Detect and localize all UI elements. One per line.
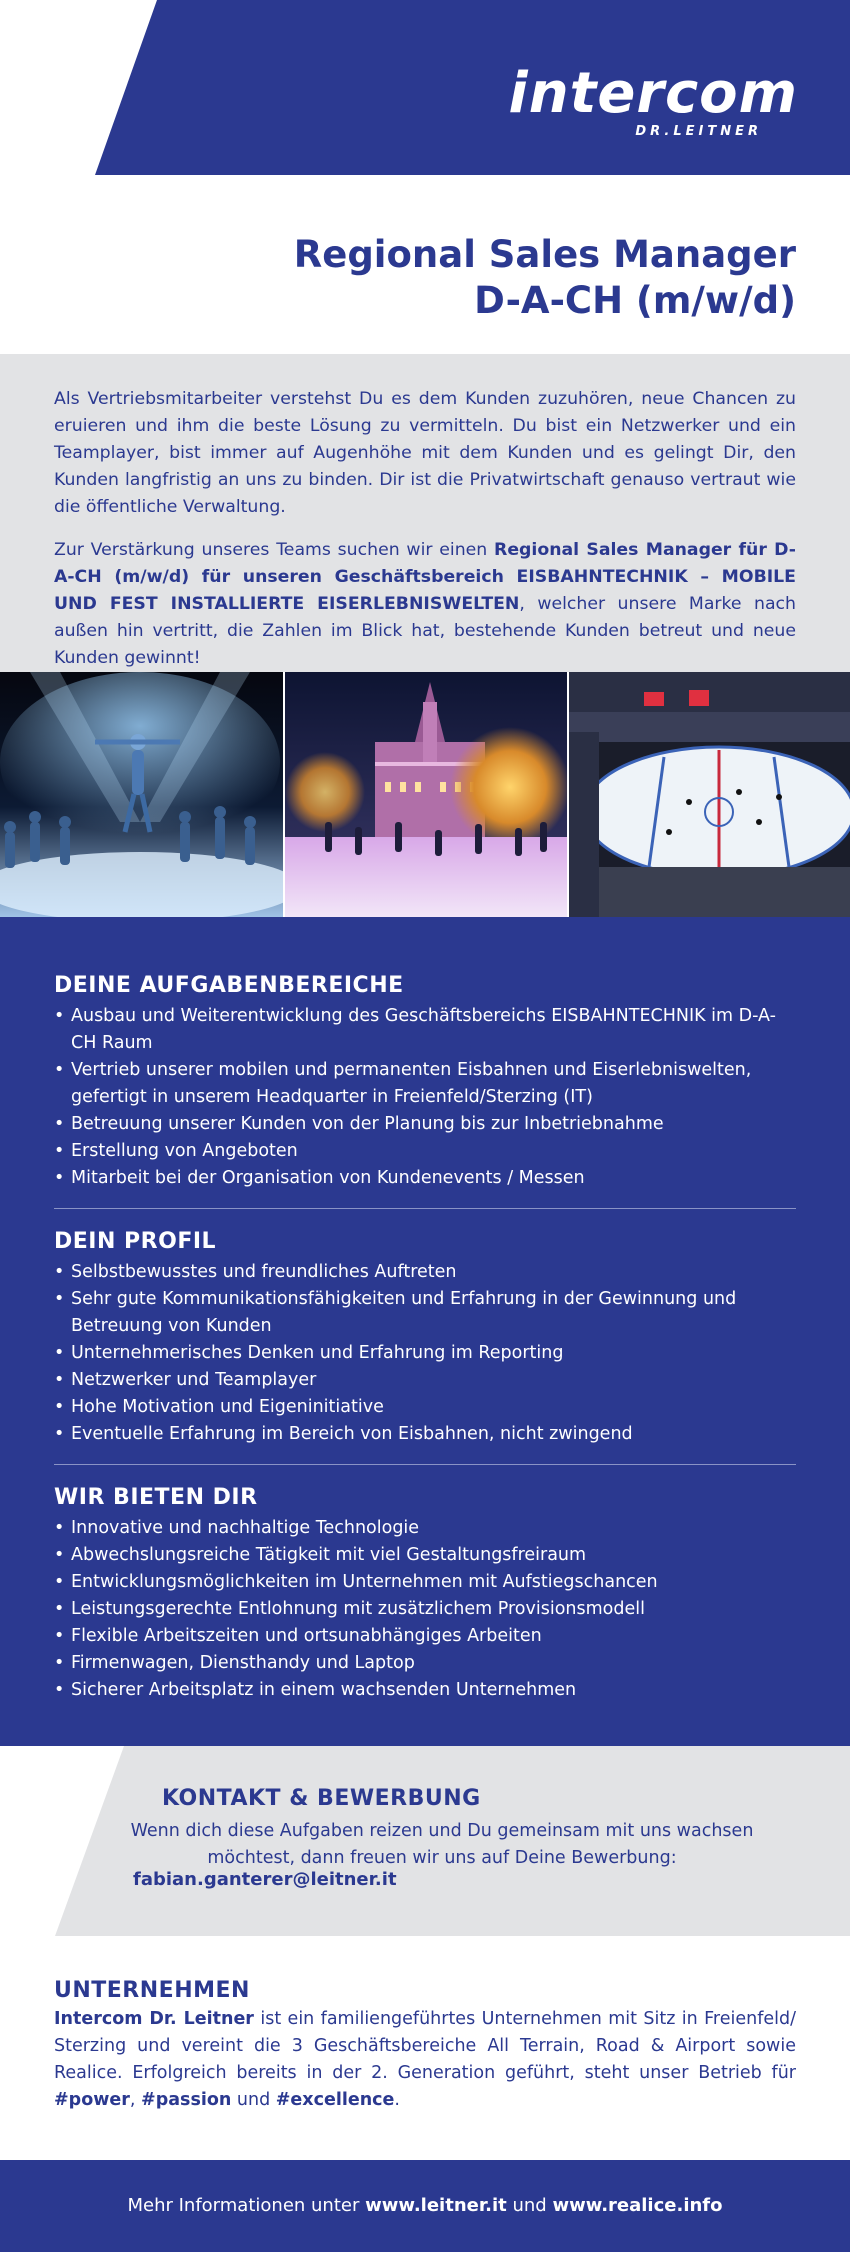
- separator: und: [231, 2090, 276, 2110]
- hashtag-power: #power: [54, 2090, 130, 2110]
- list-item: • Ausbau und Weiterentwicklung des Geschäftsbereichs EISBAHNTECHNIK im D-A-CH Raum: [54, 1003, 796, 1057]
- list-item: • Erstellung von Angeboten: [54, 1138, 796, 1165]
- page-title-line1: Regional Sales Manager: [293, 233, 796, 276]
- profile-title: DEIN PROFIL: [54, 1229, 217, 1254]
- divider: [54, 1208, 796, 1209]
- intro-p2-end: , welcher unsere Marke nach außen hin vertritt, die Zahlen im Blick hat, bestehende Kunden betreut und neue Kunden gewinnt!: [54, 594, 796, 668]
- list-item: • Sehr gute Kommunikationsfähigkeiten und Erfahrung in der Gewinnung und Betreuung von Kunden: [54, 1286, 796, 1340]
- profile-list: [54, 1259, 796, 1448]
- company-name: Intercom Dr. Leitner: [54, 2009, 254, 2029]
- intro-p2-start: Zur Verstärkung unseres Teams suchen wir einen: [54, 540, 495, 560]
- page-title-line2: D-A-CH (m/w/d): [474, 279, 796, 322]
- contact-email-link[interactable]: fabian.ganterer@leitner.it: [133, 1869, 397, 1890]
- separator: ,: [129, 2090, 142, 2110]
- contact-title: KONTAKT & BEWERBUNG: [162, 1786, 481, 1811]
- requirements-section: [0, 917, 850, 1746]
- intro-paragraph-1: Als Vertriebsmitarbeiter verstehst Du es dem Kunden zuzuhören, neue Chancen zu eruieren und ihm die beste Lösung zu vermitteln. Du bist ein Netzwerker und ein Teamplayer, bist immer auf Augenhöhe mit dem Kunden und es gelingt Dir, den Kunden langfristig an uns zu binden. Dir ist die Privatwirtschaft genauso vertraut wie die öffentliche Verwaltung.: [54, 389, 796, 517]
- contact-text: Wenn dich diese Aufgaben reizen und Du gemeinsam mit uns wachsen möchtest, dann freuen wir uns auf Deine Bewerbung:: [130, 1821, 754, 1868]
- company-section: [54, 1976, 796, 2114]
- list-item: • Hohe Motivation und Eigeninitiative: [54, 1394, 796, 1421]
- list-item: • Selbstbewusstes und freundliches Auftreten: [54, 1259, 796, 1286]
- company-text: [54, 2006, 796, 2114]
- intro-p2-bold: Regional Sales Manager für D-A-CH (m/w/d) für unseren Geschäftsbereich EISBAHNTECHNIK – MOBILE UND FEST INSTALLIERTE EISERLEBNISWELTEN: [54, 540, 796, 614]
- photo-ice-show: [0, 672, 283, 917]
- list-item: • Entwicklungsmöglichkeiten im Unternehmen mit Aufstiegschancen: [54, 1569, 796, 1596]
- intercom-logo: [508, 61, 798, 139]
- logo-wordmark: intercom: [508, 61, 798, 126]
- page-title: [294, 232, 796, 324]
- footer: [0, 2160, 850, 2252]
- contact-section: [0, 1746, 850, 1936]
- photo-strip: [0, 672, 850, 917]
- list-item: • Betreuung unserer Kunden von der Planung bis zur Inbetriebnahme: [54, 1111, 796, 1138]
- intro-section: [0, 354, 850, 672]
- company-title: UNTERNEHMEN: [54, 1978, 250, 2003]
- company-description: ist ein familiengeführtes Unternehmen mit Sitz in Freienfeld/ Sterzing und vereint die 3 Geschäftsbereiche All Terrain, Road & Airport sowie Realice. Erfolgreich bereits in der 2. Generation geführt, steht unser Betrieb für: [54, 2009, 796, 2083]
- divider: [54, 1464, 796, 1465]
- list-item: • Flexible Arbeitszeiten und ortsunabhängiges Arbeiten: [54, 1623, 796, 1650]
- header-banner: [0, 0, 850, 175]
- list-item: • Mitarbeit bei der Organisation von Kundenevents / Messen: [54, 1165, 796, 1192]
- logo-subline: DR.LEITNER: [635, 124, 762, 139]
- period: .: [394, 2090, 400, 2110]
- list-item: • Eventuelle Erfahrung im Bereich von Eisbahnen, nicht zwingend: [54, 1421, 796, 1448]
- list-item: • Unternehmerisches Denken und Erfahrung im Reporting: [54, 1340, 796, 1367]
- footer-link-leitner[interactable]: www.leitner.it: [365, 2195, 507, 2216]
- list-item: • Abwechslungsreiche Tätigkeit mit viel Gestaltungsfreiraum: [54, 1542, 796, 1569]
- list-item: • Leistungsgerechte Entlohnung mit zusätzlichem Provisionsmodell: [54, 1596, 796, 1623]
- list-item: • Netzwerker und Teamplayer: [54, 1367, 796, 1394]
- list-item: • Sicherer Arbeitsplatz in einem wachsenden Unternehmen: [54, 1677, 796, 1704]
- offer-title: WIR BIETEN DIR: [54, 1485, 258, 1510]
- intro-paragraph-2: [54, 537, 796, 672]
- footer-mid: und: [506, 2195, 553, 2216]
- hashtag-excellence: #excellence: [275, 2090, 395, 2110]
- footer-prefix: Mehr Informationen unter: [127, 2195, 366, 2216]
- list-item: • Vertrieb unserer mobilen und permanenten Eisbahnen und Eiserlebniswelten, gefertigt in unserem Headquarter in Freienfeld/Sterzing (IT): [54, 1057, 796, 1111]
- list-item: • Innovative und nachhaltige Technologie: [54, 1515, 796, 1542]
- tasks-title: DEINE AUFGABENBEREICHE: [54, 973, 404, 998]
- footer-link-realice[interactable]: www.realice.info: [552, 2195, 723, 2216]
- offer-list: [54, 1515, 796, 1704]
- photo-hockey-arena: [567, 672, 850, 917]
- list-item: • Firmenwagen, Diensthandy und Laptop: [54, 1650, 796, 1677]
- tasks-list: [54, 1003, 796, 1192]
- hashtag-passion: #passion: [141, 2090, 232, 2110]
- photo-rathaus-ice-rink: [283, 672, 567, 917]
